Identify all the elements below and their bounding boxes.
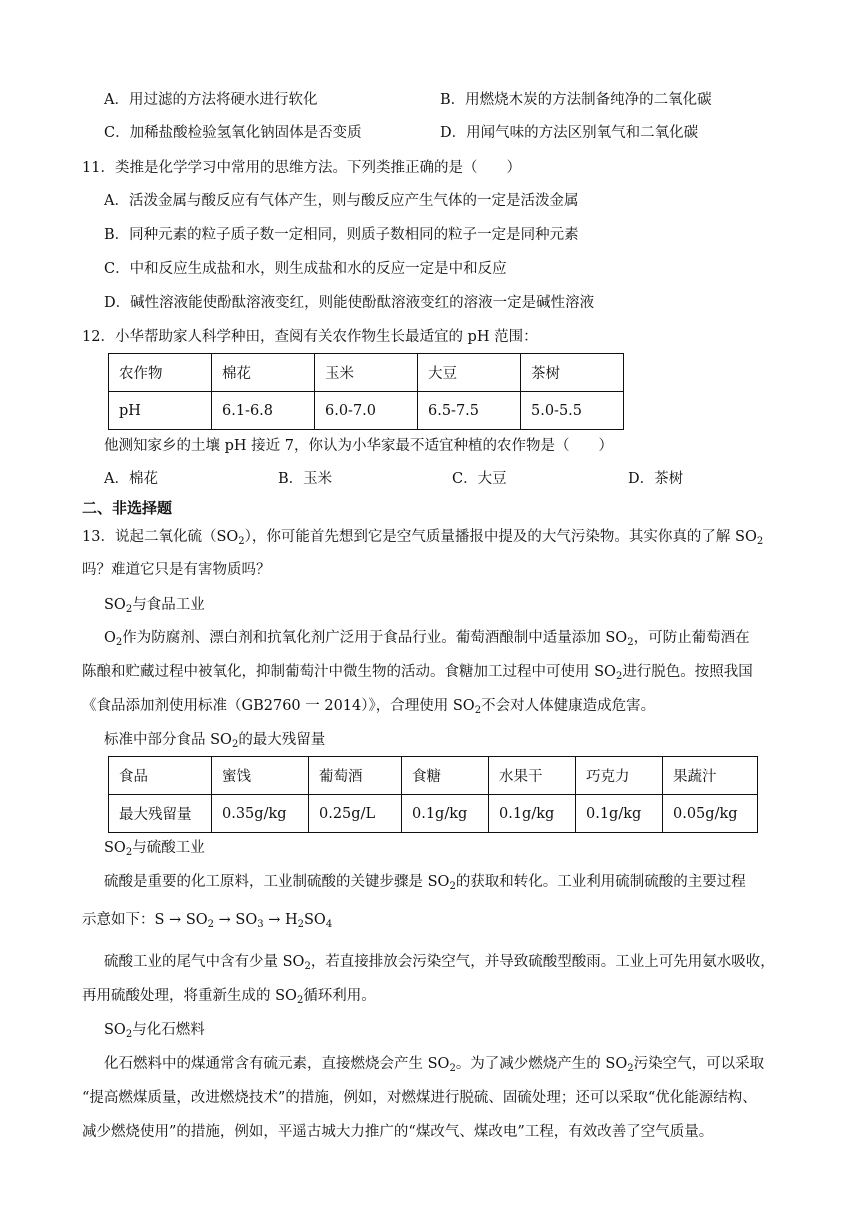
text: SO	[185, 912, 208, 928]
q12-question: 他测知家乡的土壤 pH 接近 7，你认为小华家最不适宜种植的农作物是（ ）	[104, 438, 613, 454]
text: 污染空气，可以采取	[633, 1056, 765, 1072]
table-cell: 6.5-7.5	[418, 392, 521, 430]
q13-para3-line1	[104, 872, 746, 892]
subscript: 2	[125, 847, 133, 858]
subscript: 3	[257, 919, 264, 930]
q13-para4-line2	[82, 986, 376, 1006]
table-cell: 果蔬汁	[663, 757, 758, 795]
table-cell: 大豆	[418, 354, 521, 392]
q13-para2-line2	[82, 662, 753, 682]
q12-stem: 12．小华帮助家人科学种田，查阅有关农作物生长最适宜的 pH 范围：	[82, 329, 538, 345]
text: 示意如下：	[82, 912, 155, 928]
q11-option-c: C．中和反应生成盐和水，则生成盐和水的反应一定是中和反应	[104, 261, 507, 277]
subscript: 4	[325, 919, 333, 930]
table-cell: 食品	[109, 757, 212, 795]
arrow-icon: →	[218, 912, 231, 928]
subscript: 2	[449, 881, 456, 892]
q13-para5-line1	[104, 1054, 764, 1074]
table-cell: 0.1g/kg	[576, 795, 663, 833]
table-cell: 食糖	[402, 757, 489, 795]
q11-option-a: A．活泼金属与酸反应有气体产生，则与酸反应产生气体的一定是活泼金属	[104, 193, 579, 209]
q11-option-d: D．碱性溶液能使酚酞溶液变红，则能使酚酞溶液变红的溶液一定是碱性溶液	[104, 295, 595, 311]
q13-para2-line1	[104, 628, 750, 648]
table-cell: 茶树	[521, 354, 624, 392]
q10-option-b: B．用燃烧木炭的方法制备纯净的二氧化碳	[440, 92, 712, 108]
table-cell: 0.25g/L	[309, 795, 402, 833]
table-cell: pH	[109, 392, 212, 430]
text: 《食品添加剂使用标准（GB2760 一 2014）》，合理使用 SO	[82, 698, 475, 714]
text: 13．说起二氧化硫（SO	[82, 529, 239, 545]
table-cell: 巧克力	[576, 757, 663, 795]
text: O	[104, 630, 116, 646]
subscript: 2	[756, 536, 764, 547]
table-caption	[104, 730, 325, 750]
q11-option-b: B．同种元素的粒子质子数一定相同，则质子数相同的粒子一定是同种元素	[104, 227, 579, 243]
table-row	[109, 757, 758, 795]
subscript: 2	[296, 995, 304, 1006]
text: SO	[104, 840, 126, 856]
subscript: 2	[297, 919, 304, 930]
table-cell: 0.35g/kg	[212, 795, 309, 833]
text: 硫酸是重要的化工原料，工业制硫酸的关键步骤是 SO	[104, 874, 450, 890]
text: 化石燃料中的煤通常含有硫元素，直接燃烧会产生 SO	[104, 1056, 450, 1072]
subscript: 2	[125, 1029, 133, 1040]
q12-option-a: A．棉花	[104, 471, 158, 487]
arrow-icon: →	[268, 912, 281, 928]
q12-option-d: D．茶树	[628, 471, 684, 487]
subscript: 2	[474, 705, 482, 716]
text: 的获取和转化。工业利用硫制硫酸的主要过程	[455, 874, 746, 890]
text: 的最大残留量	[238, 732, 326, 748]
heading-so2-fossil	[104, 1020, 205, 1040]
q13-para3-line2	[82, 910, 332, 930]
q10-option-d: D．用闻气味的方法区别氧气和二氧化碳	[440, 125, 699, 141]
text: 不会对人体健康造成危害。	[481, 698, 656, 714]
text: 进行脱色。按照我国	[622, 664, 753, 680]
text: 作为防腐剂、漂白剂和抗氧化剂广泛用于食品行业。葡萄酒酿制中适量添加 SO	[122, 630, 628, 646]
text: S	[154, 912, 165, 928]
text: 硫酸工业的尾气中含有少量 SO	[104, 954, 305, 970]
subscript: 2	[207, 919, 215, 930]
text: 与硫酸工业	[132, 840, 205, 856]
table-cell: 0.1g/kg	[402, 795, 489, 833]
heading-so2-sulfuric	[104, 838, 205, 858]
arrow-icon: →	[169, 912, 182, 928]
text: ，若直接排放会污染空气，并导致硫酸型酸雨。工业上可先用氨水吸收，	[310, 954, 775, 970]
table-cell: 6.0-7.0	[315, 392, 418, 430]
table-cell: 0.1g/kg	[489, 795, 576, 833]
q13-para5-line2: “提高燃煤质量，改进燃烧技术”的措施，例如，对燃煤进行脱硫、固硫处理；还可以采取“优化能源结构、	[82, 1090, 757, 1106]
table-row	[109, 795, 758, 833]
table-cell: 农作物	[109, 354, 212, 392]
reaction-formula	[155, 912, 333, 928]
heading-so2-food	[104, 595, 205, 615]
subscript: 2	[304, 961, 311, 972]
section-title: 二、非选择题	[82, 499, 173, 517]
table-row	[109, 392, 624, 430]
q13-para1-line1	[82, 527, 763, 547]
so2-residue-table	[108, 756, 758, 833]
subscript: 2	[449, 1063, 456, 1074]
table-cell: 葡萄酒	[309, 757, 402, 795]
q13-para4-line1	[104, 952, 775, 972]
q12-option-c: C．大豆	[452, 471, 507, 487]
text: SO	[235, 912, 258, 928]
q13-para1-line2: 吗？难道它只是有害物质吗？	[82, 562, 271, 578]
subscript: 2	[231, 739, 239, 750]
table-row	[109, 354, 624, 392]
text: H	[284, 912, 298, 928]
text: 陈酿和贮藏过程中被氧化，抑制葡萄汁中微生物的活动。食糖加工过程中可使用 SO	[82, 664, 616, 680]
table-cell: 6.1-6.8	[212, 392, 315, 430]
text: 。为了减少燃烧产生的 SO	[455, 1056, 628, 1072]
table-cell: 5.0-5.5	[521, 392, 624, 430]
subscript: 2	[125, 604, 133, 615]
text: ，可防止葡萄酒在	[633, 630, 750, 646]
table-cell: 0.05g/kg	[663, 795, 758, 833]
q11-stem: 11．类推是化学学习中常用的思维方法。下列类推正确的是（ ）	[82, 160, 521, 176]
text: SO	[104, 1022, 126, 1038]
table-cell: 水果干	[489, 757, 576, 795]
table-cell: 蜜饯	[212, 757, 309, 795]
subscript: 2	[115, 637, 123, 648]
q12-option-b: B．玉米	[278, 471, 333, 487]
text: 循环利用。	[303, 988, 376, 1004]
text: 再用硫酸处理，将重新生成的 SO	[82, 988, 297, 1004]
text: 与化石燃料	[132, 1022, 205, 1038]
table-cell: 玉米	[315, 354, 418, 392]
text: 与食品工业	[132, 597, 205, 613]
text: ），你可能首先想到它是空气质量播报中提及的大气污染物。其实你真的了解 SO	[244, 529, 757, 545]
subscript: 2	[615, 671, 623, 682]
subscript: 2	[627, 637, 634, 648]
q10-option-c: C．加稀盐酸检验氢氧化钠固体是否变质	[104, 125, 362, 141]
subscript: 2	[238, 536, 245, 547]
subscript: 2	[627, 1063, 634, 1074]
table-cell: 最大残留量	[109, 795, 212, 833]
q13-para2-line3	[82, 696, 655, 716]
q10-option-a: A．用过滤的方法将硬水进行软化	[104, 92, 318, 108]
q12-ph-table	[108, 353, 624, 430]
text: 标准中部分食品 SO	[104, 732, 232, 748]
q13-para5-line3: 减少燃烧使用”的措施，例如，平遥古城大力推广的“煤改气、煤改电”工程，有效改善了空气质量。	[82, 1124, 714, 1140]
table-cell: 棉花	[212, 354, 315, 392]
text: SO	[304, 912, 326, 928]
text: SO	[104, 597, 126, 613]
